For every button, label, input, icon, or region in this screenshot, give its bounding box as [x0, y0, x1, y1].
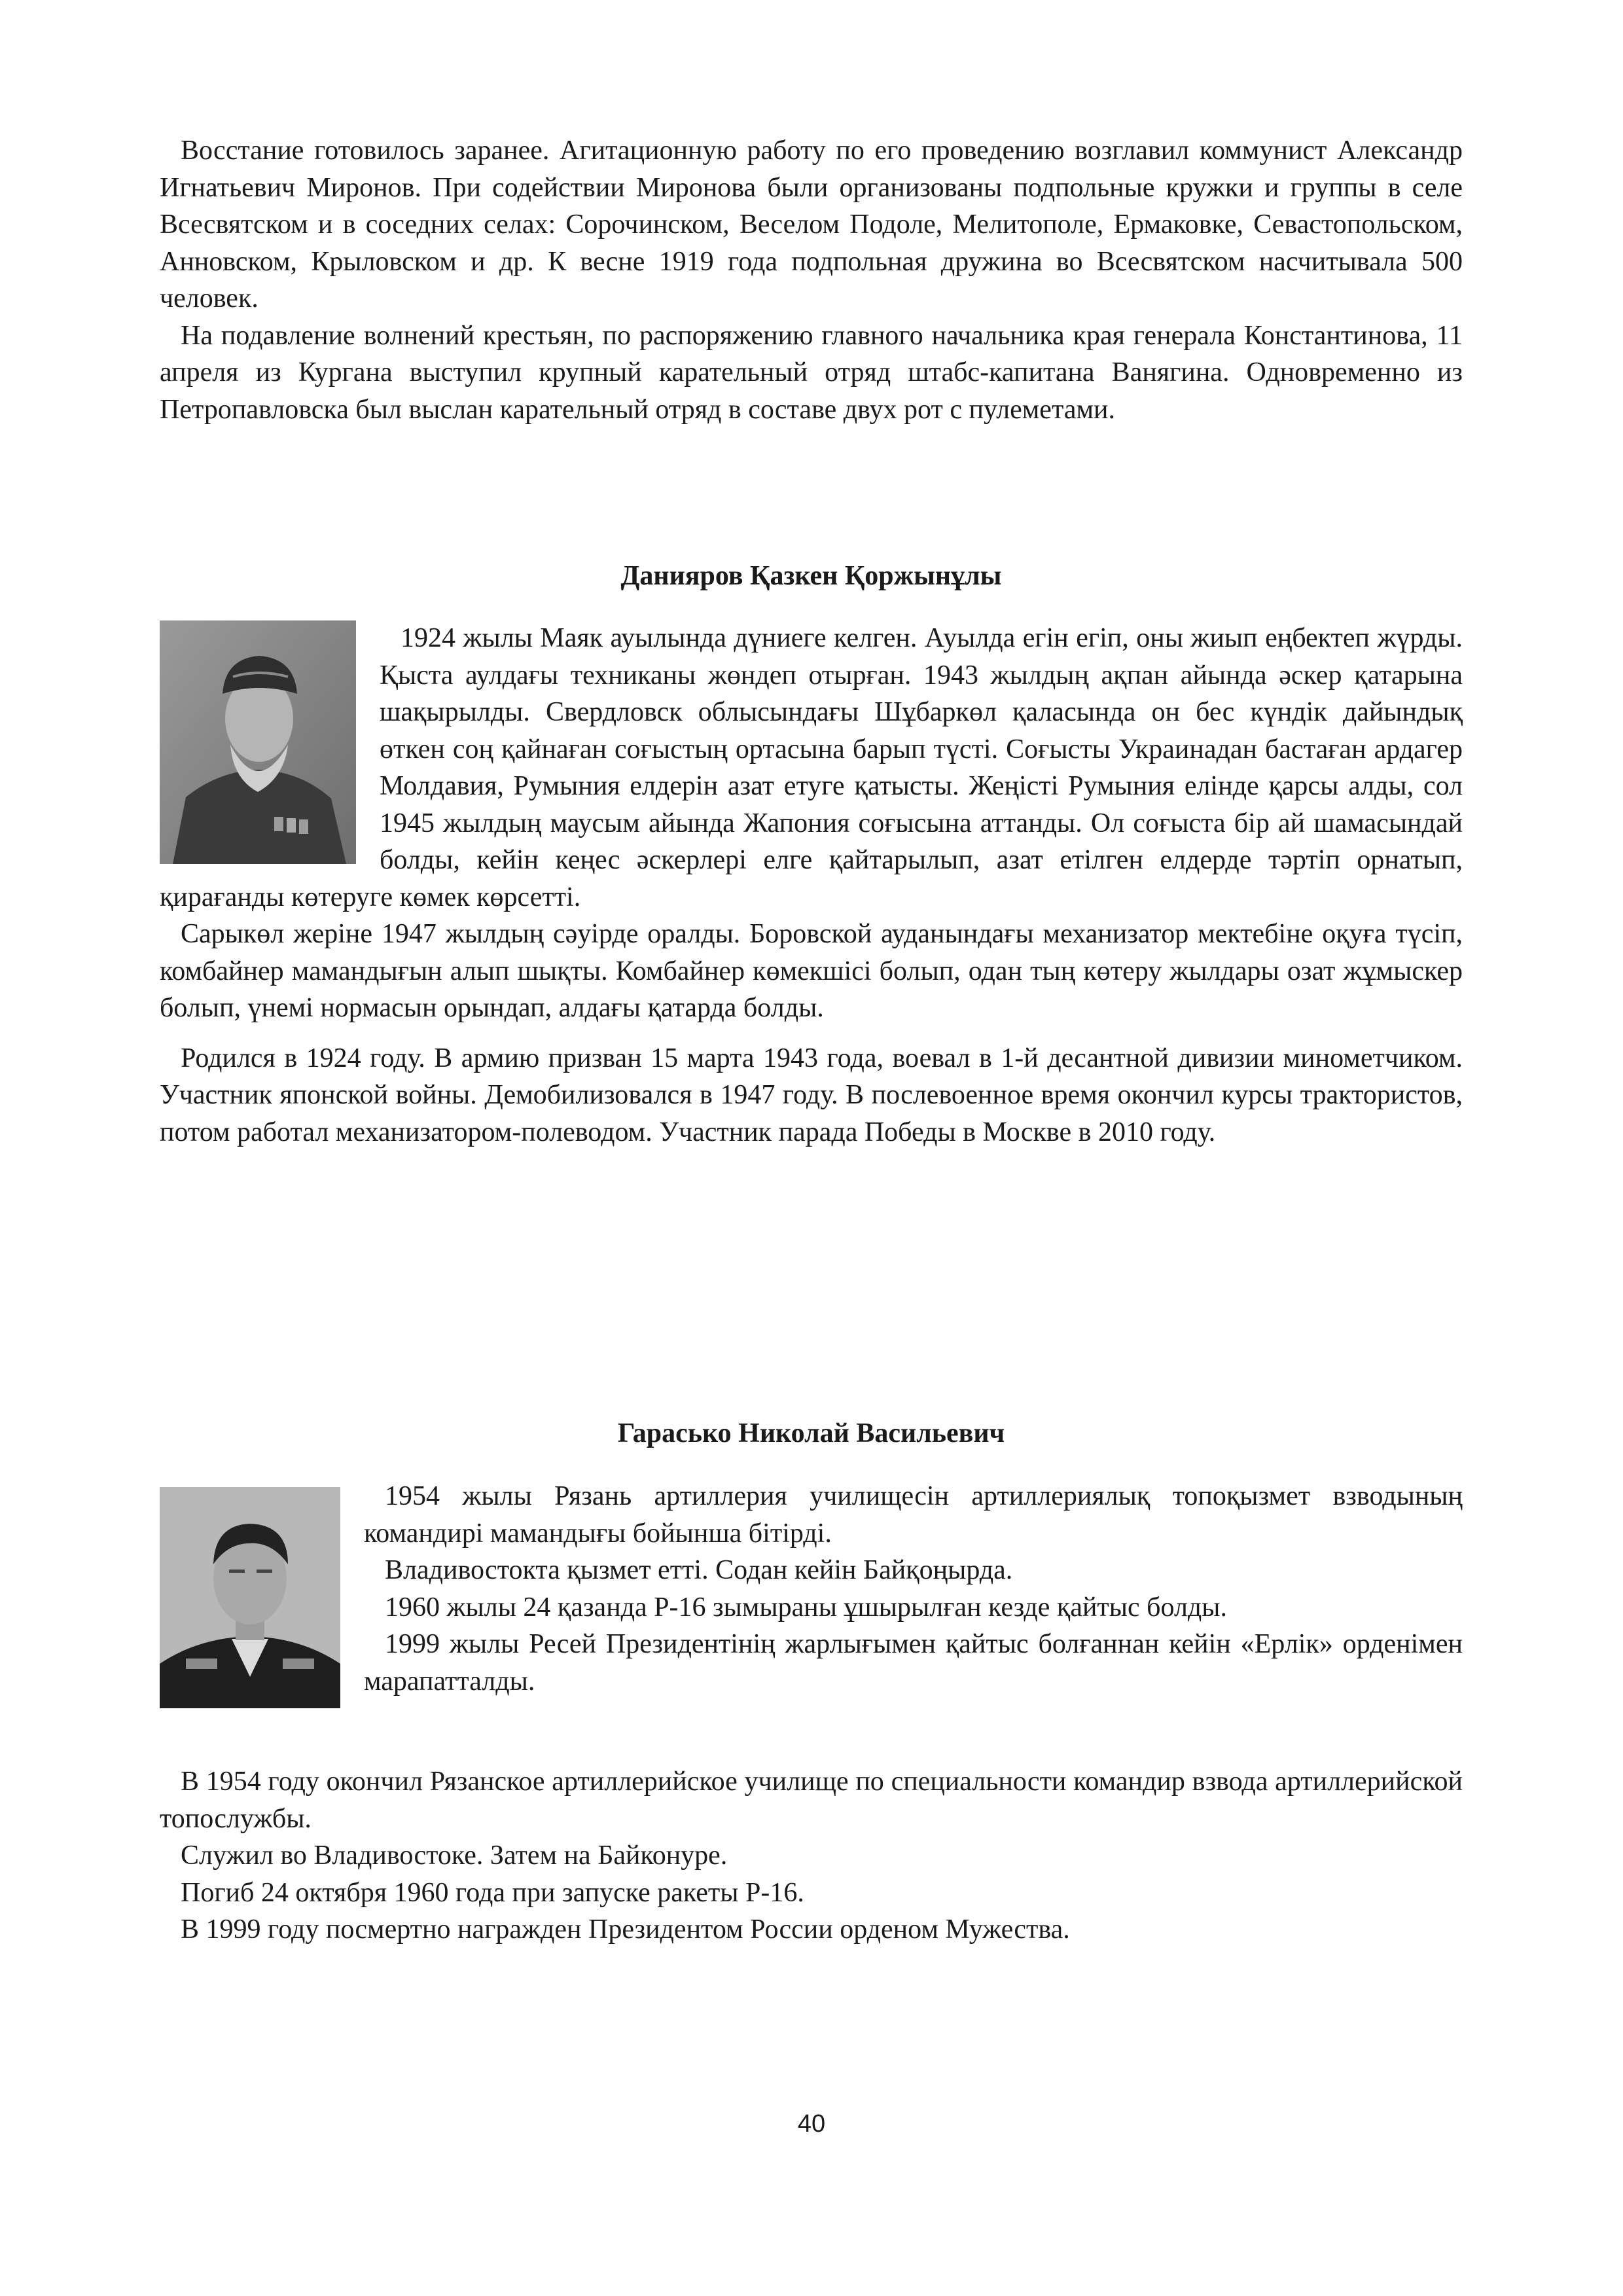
person1-kz-paragraph-1: 1924 жылы Маяк ауылында дүниеге келген. Ауылда егін егіп, оны жиып еңбектеп жүрды. Қыста аулдағы техниканы жөндеп отырған. 1943 жылдың ақпан айында әскер қатарына шақырылды. Свердловск облысындағы Шұбаркөл қаласында он бес күндік дайындық өткен соң қайнаған соғыстың ортасына барып түсті. Соғысты Украинадан бастаған ардагер Молдавия, Румыния елдерін азат етуге қатысты. Жеңісті Румыния елінде қарсы алды, сол 1945 жылдың маусым айында Жапония соғысына аттанды. Ол соғыста бір ай шамасындай болды, кейін кеңес әскерлері елге қайтарылып, азат етілген елдерде тәртіп орнатып, қирағанды көтеруге көмек көрсетті.: [160, 623, 1463, 912]
intro-section: [160, 132, 1463, 428]
person2-kz-paragraph-2: Владивостокта қызмет етті. Содан кейін Байқоңырда.: [385, 1555, 1013, 1585]
person2-kz-section: [160, 1478, 1463, 1720]
person1-photo-spacer: [160, 620, 380, 867]
intro-paragraph-2: На подавление волнений крестьян, по распоряжению главного начальника края генерала Константинова, 11 апреля из Кургана выступил крупный карательный отряд штабс-капитана Ванягина. Одновременно из Петропавловска был выслан карательный отряд в составе двух рот с пулеметами.: [160, 320, 1463, 425]
intro-paragraph-1: Восстание готовилось заранее. Агитационную работу по его проведению возглавил коммунист Александр Игнатьевич Миронов. При содействии Миронова были организованы подпольные кружки и группы в селе Всесвятском и в соседних селах: Сорочинском, Веселом Подоле, Мелитополе, Ермаковке, Севастопольском, Анновском, Крыловском и др. К весне 1919 года подпольная дружина во Всесвятском насчитывала 500 человек.: [160, 135, 1463, 314]
person2-name-heading: Гарасько Николай Васильевич: [617, 1418, 1005, 1448]
person1-heading-wrap: [160, 558, 1463, 594]
person1-ru-paragraph-1: Родился в 1924 году. В армию призван 15 марта 1943 года, воевал в 1-й десантной дивизии минометчиком. Участник японской войны. Демобилизовался в 1947 году. В послевоенное время окончил курсы трактористов, потом работал механизатором-полеводом. Участник парада Победы в Москве в 2010 году.: [160, 1043, 1463, 1147]
person1-kz-section: [160, 620, 1463, 1151]
person2-photo-spacer: [160, 1478, 364, 1720]
page-number: 40: [797, 2110, 826, 2138]
person1-kz-paragraph-1-wrap: [160, 620, 1463, 916]
person1-name-heading: Данияров Қазкен Қоржынұлы: [620, 561, 1002, 591]
person2-ru-paragraph-2: Служил во Владивостоке. Затем на Байконуре.: [181, 1840, 728, 1871]
person2-ru-paragraph-3: Погиб 24 октября 1960 года при запуске ракеты Р-16.: [181, 1877, 804, 1908]
person2-ru-paragraph-1: В 1954 году окончил Рязанское артиллерийское училище по специальности командир взвода артиллерийской топослужбы.: [160, 1767, 1463, 1834]
person1-kz-paragraph-2: Сарыкөл жеріне 1947 жылдың сәуірде оралды. Боровской ауданындағы механизатор мектебіне оқуға түсіп, комбайнер мамандығын алып шықты. Комбайнер көмекшісі болып, одан тың көтеру жылдары озат жұмыскер болып, үнемі нормасын орындап, алдағы қатарда болды.: [160, 919, 1463, 1023]
person2-ru-paragraph-4: В 1999 году посмертно награжден Президентом России орденом Мужества.: [181, 1914, 1070, 1945]
person2-ru-section: [160, 1763, 1463, 1948]
person2-kz-paragraph-4: 1999 жылы Ресей Президентінің жарлығымен қайтыс болғаннан кейін «Ерлік» орденімен марапатталды.: [364, 1629, 1463, 1696]
person2-kz-paragraph-1: 1954 жылы Рязань артиллерия училищесін артиллериялық топоқызмет взводының командирі мамандығы бойынша бітірді.: [364, 1481, 1463, 1549]
person2-heading-wrap: [160, 1415, 1463, 1452]
person2-kz-paragraph-3: 1960 жылы 24 қазанда Р-16 зымыраны ұшырылған кезде қайтыс болды.: [385, 1592, 1228, 1623]
